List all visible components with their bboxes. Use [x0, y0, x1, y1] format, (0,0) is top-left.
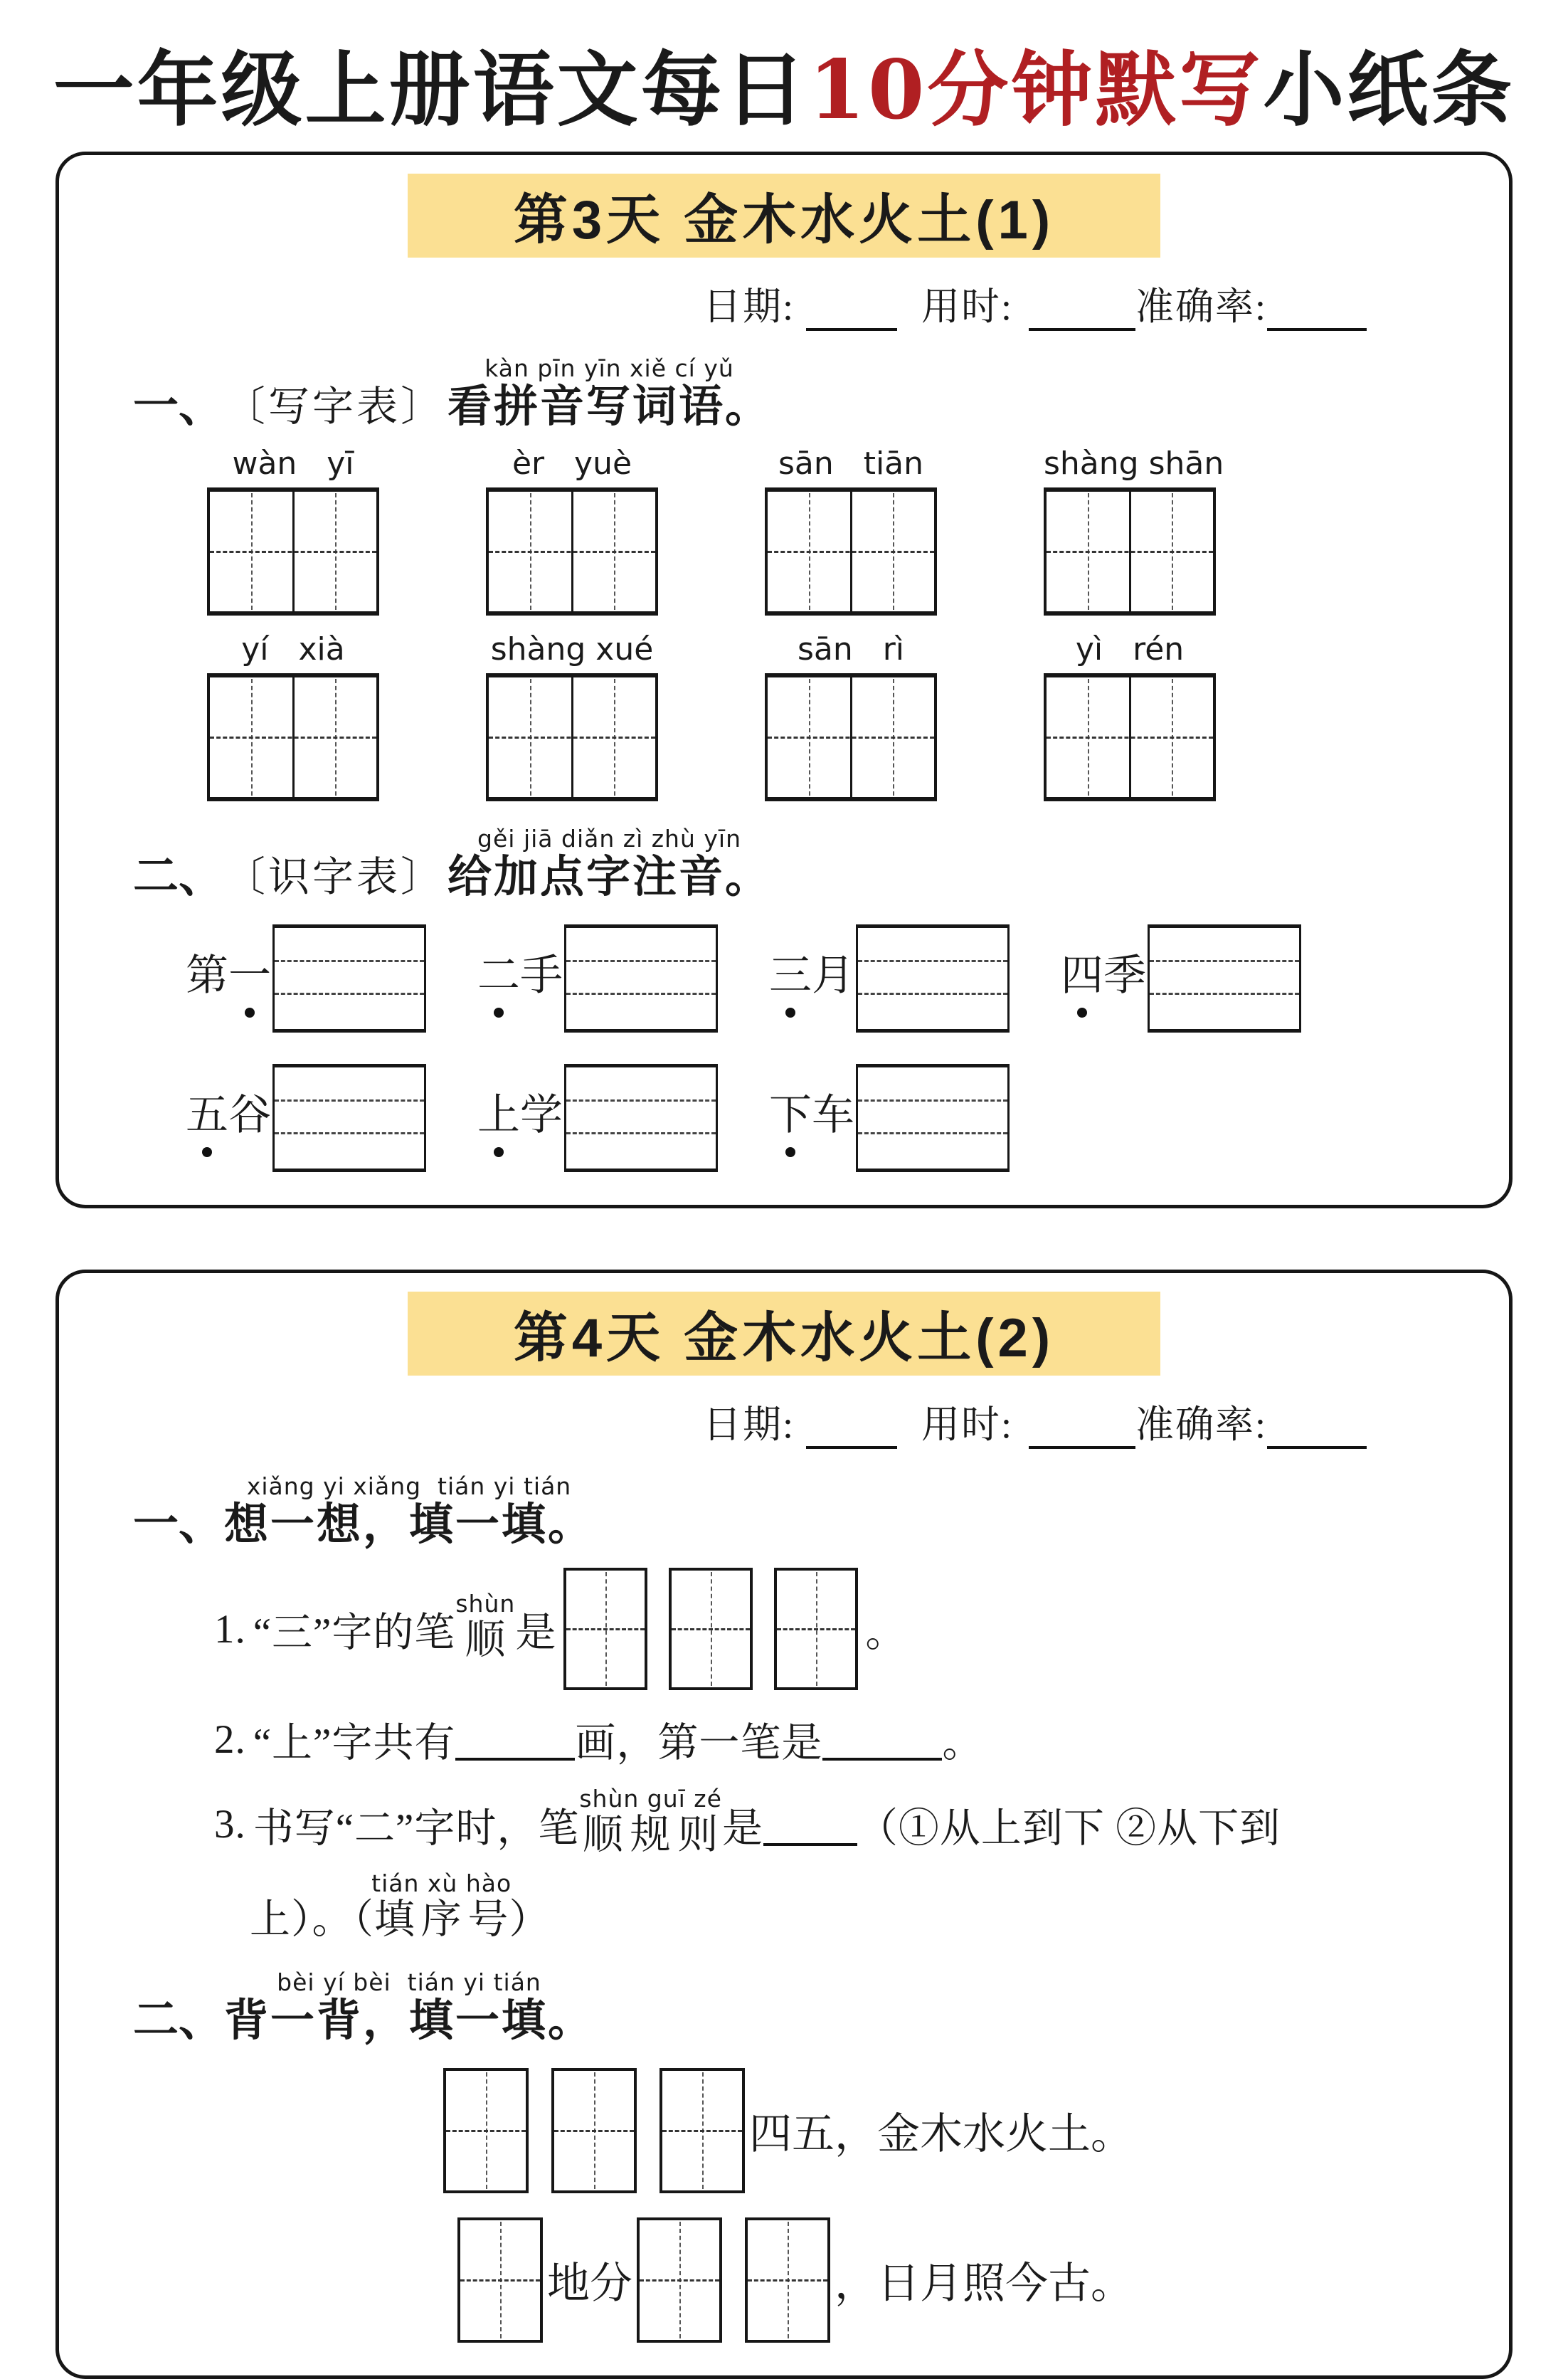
word-group: [207, 631, 379, 801]
section-title-with-pinyin: [447, 354, 774, 431]
section-title-with-pinyin: [224, 1472, 597, 1549]
word-group: [1044, 631, 1216, 801]
writing-grid: [486, 673, 658, 801]
question-text: 画，第一笔是: [575, 1721, 823, 1766]
annotate-item: [477, 924, 718, 1033]
question-text: ）: [509, 1897, 551, 1943]
time-blank: [1029, 290, 1135, 331]
section-title-pinyin: bèi yí bèi tián yi tián: [224, 1968, 595, 1997]
ruby-base: 顺规则: [579, 1813, 722, 1858]
char: 月: [812, 951, 854, 999]
pinyin-answer-box: [1148, 924, 1301, 1033]
section-title-pinyin: gěi jiā diǎn zì zhù yīn: [447, 824, 772, 853]
day4-header-band: [408, 1292, 1160, 1376]
section-title-with-pinyin: [224, 1968, 597, 2046]
annotate-word: [186, 952, 271, 1005]
word-pinyin: wàn yī: [232, 445, 354, 482]
word-pinyin: sān tiān: [778, 445, 924, 482]
accuracy-label: 准确率:: [1135, 1403, 1267, 1446]
writing-cell: [637, 2217, 722, 2343]
char: 三: [769, 951, 812, 999]
char: 五: [186, 1091, 228, 1139]
day3-section2-heading: [59, 824, 1509, 902]
answer-blank: [455, 1718, 575, 1761]
section-title-pinyin: kàn pīn yīn xiě cí yǔ: [447, 354, 772, 382]
word-group: [765, 631, 937, 801]
question-text: 上）。（: [250, 1897, 374, 1943]
word-pinyin: èr yuè: [512, 445, 632, 482]
grid-cell: [768, 492, 850, 611]
day4-section1-heading: [59, 1472, 1509, 1549]
time-label: 用时:: [921, 285, 1013, 328]
writing-cell: [551, 2068, 637, 2193]
date-blank: [806, 290, 897, 331]
word-pinyin: shàng shān: [1044, 445, 1224, 482]
date-label: 日期:: [702, 1403, 795, 1446]
annotate-item: [186, 924, 426, 1033]
date-blank: [806, 1408, 897, 1449]
word-grid-row: [59, 445, 1509, 616]
writing-grid: [207, 487, 379, 616]
grid-cell: [292, 492, 377, 611]
section-index: 一、: [133, 379, 224, 431]
recite-text: 地分: [547, 2260, 632, 2308]
section-title: 看拼音写词语。: [447, 381, 772, 431]
question-text: “三”字的笔: [253, 1610, 456, 1656]
writing-cell: [443, 2068, 529, 2193]
question-text: 。: [942, 1721, 984, 1766]
question-text: 。: [865, 1610, 907, 1656]
writing-grid: [1044, 673, 1216, 801]
day3-section1-heading: [59, 354, 1509, 431]
accuracy-blank: [1267, 290, 1367, 331]
grid-cell: [850, 492, 935, 611]
ruby-annotated-text: [371, 1869, 512, 1943]
ruby-base: 填序号: [371, 1897, 512, 1943]
time-label: 用时:: [921, 1403, 1013, 1446]
char: 四: [1061, 951, 1103, 999]
question-2: [59, 1710, 1509, 1768]
grid-cell: [571, 492, 656, 611]
section-index: 二、: [133, 850, 224, 902]
annotate-item: [769, 1064, 1010, 1172]
day3-meta-line: [59, 276, 1509, 331]
day4-header-title: 第4天 金木水火土(2): [513, 1308, 1055, 1369]
question-1: [59, 1568, 1509, 1690]
annotate-item: [1061, 924, 1301, 1033]
writing-grid: [1044, 487, 1216, 616]
accuracy-blank: [1267, 1408, 1367, 1449]
ruby-pinyin: shùn: [455, 1589, 516, 1618]
section-title-with-pinyin: [447, 824, 774, 902]
char: 手: [520, 951, 563, 999]
stroke-order-cells: [563, 1568, 858, 1690]
word-group: [207, 445, 379, 616]
writing-grid: [207, 673, 379, 801]
section-title: 想一想，填一填。: [224, 1499, 595, 1549]
grid-cell: [210, 677, 292, 797]
section-title: 给加点字注音。: [447, 852, 772, 902]
panel-day4: [55, 1270, 1513, 2379]
char: 车: [812, 1091, 854, 1139]
annotate-row: [59, 924, 1509, 1033]
annotate-word: [477, 952, 563, 1005]
annotate-item: [186, 1064, 426, 1172]
section-title: 背一背，填一填。: [224, 1996, 595, 2046]
ruby-pinyin: shùn guī zé: [579, 1785, 722, 1813]
answer-blank: [822, 1718, 942, 1761]
pinyin-answer-box: [564, 924, 718, 1033]
section-index: 一、: [133, 1497, 224, 1549]
grid-cell: [292, 677, 377, 797]
annotate-item: [477, 1064, 718, 1172]
word-group: [765, 445, 937, 616]
question-text: 是: [721, 1805, 763, 1851]
grid-cell: [571, 677, 656, 797]
section-title-pinyin: xiǎng yi xiǎng tián yi tián: [224, 1472, 595, 1500]
annotate-row: [59, 1064, 1509, 1172]
fill-cells: [637, 2217, 830, 2343]
pinyin-answer-box: [856, 1064, 1010, 1172]
char: 上: [477, 1091, 520, 1139]
page-title-part2-red: 10分钟默写: [808, 42, 1264, 137]
ruby-annotated-text: [455, 1589, 516, 1665]
word-group: [486, 445, 658, 616]
grid-cell: [1047, 492, 1129, 611]
annotate-word: [1061, 952, 1146, 1005]
question-text: 是: [515, 1610, 557, 1656]
accuracy-label: 准确率:: [1135, 285, 1267, 328]
day4-meta-line: [59, 1394, 1509, 1449]
question-number: 3.: [214, 1802, 246, 1847]
ruby-annotated-text: [579, 1785, 722, 1860]
grid-cell: [1129, 492, 1214, 611]
pinyin-answer-box: [272, 1064, 426, 1172]
grid-cell: [850, 677, 935, 797]
date-label: 日期:: [702, 285, 795, 328]
question-options: （①从上到下 ②从下到: [857, 1805, 1281, 1851]
recite-line-1: [59, 2068, 1509, 2193]
section-tag: 〔识字表〕: [224, 854, 445, 901]
grid-cell: [489, 677, 571, 797]
annotate-item: [769, 924, 1010, 1033]
writing-cell: [563, 1568, 647, 1690]
char: 第: [186, 951, 228, 999]
char: 谷: [228, 1091, 271, 1139]
question-3: [59, 1785, 1509, 1860]
word-group: [486, 631, 658, 801]
page-title-part1: 一年级上册语文每日: [53, 42, 809, 137]
recite-text: ，日月照今古。: [835, 2260, 1133, 2308]
ruby-base: 顺: [455, 1617, 516, 1662]
char: 下: [769, 1091, 812, 1139]
word-pinyin: sān rì: [797, 631, 905, 668]
page-title-part3: 小纸条: [1263, 42, 1515, 137]
annotate-word: [477, 1092, 563, 1144]
writing-cell: [774, 1568, 858, 1690]
recite-line-2: [59, 2217, 1509, 2343]
writing-grid: [765, 673, 937, 801]
question-number: 2.: [214, 1716, 246, 1762]
writing-cell: [669, 1568, 753, 1690]
fill-cells: [457, 2217, 543, 2343]
char: 季: [1103, 951, 1146, 999]
day4-section2-heading: [59, 1968, 1509, 2046]
char: 一: [228, 951, 271, 999]
pinyin-answer-box: [564, 1064, 718, 1172]
ruby-pinyin: tián xù hào: [371, 1869, 512, 1898]
question-text: “上”字共有: [253, 1721, 456, 1766]
annotate-word: [186, 1092, 271, 1144]
annotate-word: [769, 1092, 854, 1144]
char: 学: [520, 1091, 563, 1139]
pinyin-answer-box: [272, 924, 426, 1033]
fill-cells: [443, 2068, 745, 2193]
grid-cell: [768, 677, 850, 797]
writing-grid: [486, 487, 658, 616]
grid-cell: [210, 492, 292, 611]
answer-blank: [763, 1803, 857, 1846]
word-grid-row: [59, 631, 1509, 801]
writing-grid: [765, 487, 937, 616]
day3-header-title: 第3天 金木水火土(1): [513, 190, 1055, 251]
question-number: 1.: [214, 1606, 246, 1652]
page-title: [0, 41, 1568, 139]
annotate-word: [769, 952, 854, 1005]
writing-cell: [457, 2217, 543, 2343]
word-pinyin: yí xià: [241, 631, 345, 668]
grid-cell: [1047, 677, 1129, 797]
word-group: [1044, 445, 1224, 616]
panel-day3: [55, 152, 1513, 1208]
question-3-continued: [59, 1869, 1509, 1945]
section-index: 二、: [133, 1993, 224, 2045]
word-pinyin: yì rén: [1075, 631, 1185, 668]
section-tag: 〔写字表〕: [224, 384, 445, 431]
grid-cell: [489, 492, 571, 611]
grid-cell: [1129, 677, 1214, 797]
writing-cell: [659, 2068, 745, 2193]
word-pinyin: shàng xué: [490, 631, 654, 668]
time-blank: [1029, 1408, 1135, 1449]
recite-text: 四五，金木水火土。: [749, 2111, 1133, 2158]
char: 二: [477, 951, 520, 999]
pinyin-answer-box: [856, 924, 1010, 1033]
question-text: 书写“二”字时，笔: [253, 1805, 580, 1851]
day3-header-band: [408, 174, 1160, 258]
writing-cell: [745, 2217, 830, 2343]
